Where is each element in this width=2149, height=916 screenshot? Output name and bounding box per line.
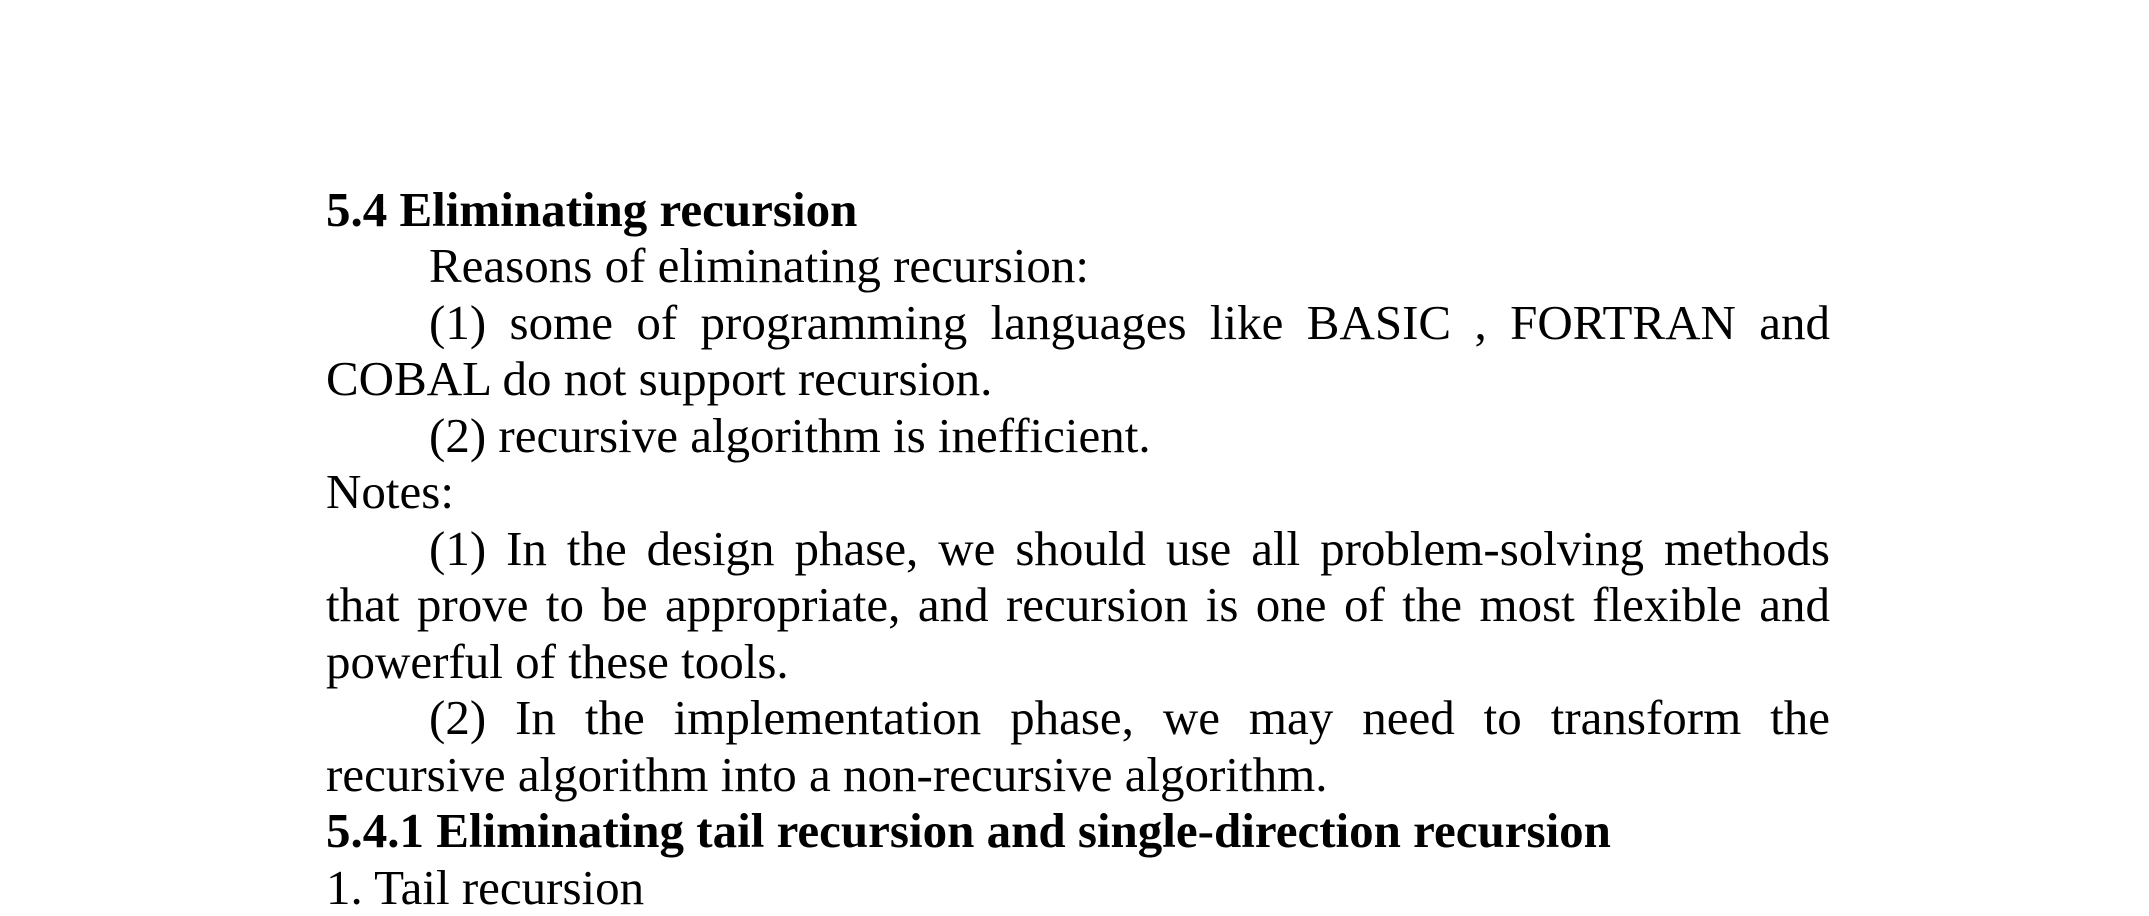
reason-1-line-2: COBAL do not support recursion. (326, 351, 993, 406)
reason-2: (2) recursive algorithm is inefficient. (429, 408, 1151, 463)
reason-1-line-1: (1) some of programming languages like BASIC , FORTRAN and (429, 295, 1830, 350)
note-1-line-2: that prove to be appropriate, and recursion is one of the most flexible and (326, 577, 1830, 632)
note-2-line-2: recursive algorithm into a non-recursive algorithm. (326, 747, 1328, 802)
note-1-line-1: (1) In the design phase, we should use all problem-solving methods (429, 521, 1830, 576)
section-heading: 5.4 Eliminating recursion (326, 182, 858, 237)
subsection-heading: 5.4.1 Eliminating tail recursion and single-direction recursion (326, 803, 1611, 858)
note-2-line-1: (2) In the implementation phase, we may need to transform the (429, 690, 1830, 745)
notes-label: Notes: (326, 464, 454, 519)
note-1-line-3: powerful of these tools. (326, 634, 789, 689)
list-item-tail-recursion: 1. Tail recursion (326, 860, 645, 915)
reasons-intro: Reasons of eliminating recursion: (429, 238, 1089, 293)
